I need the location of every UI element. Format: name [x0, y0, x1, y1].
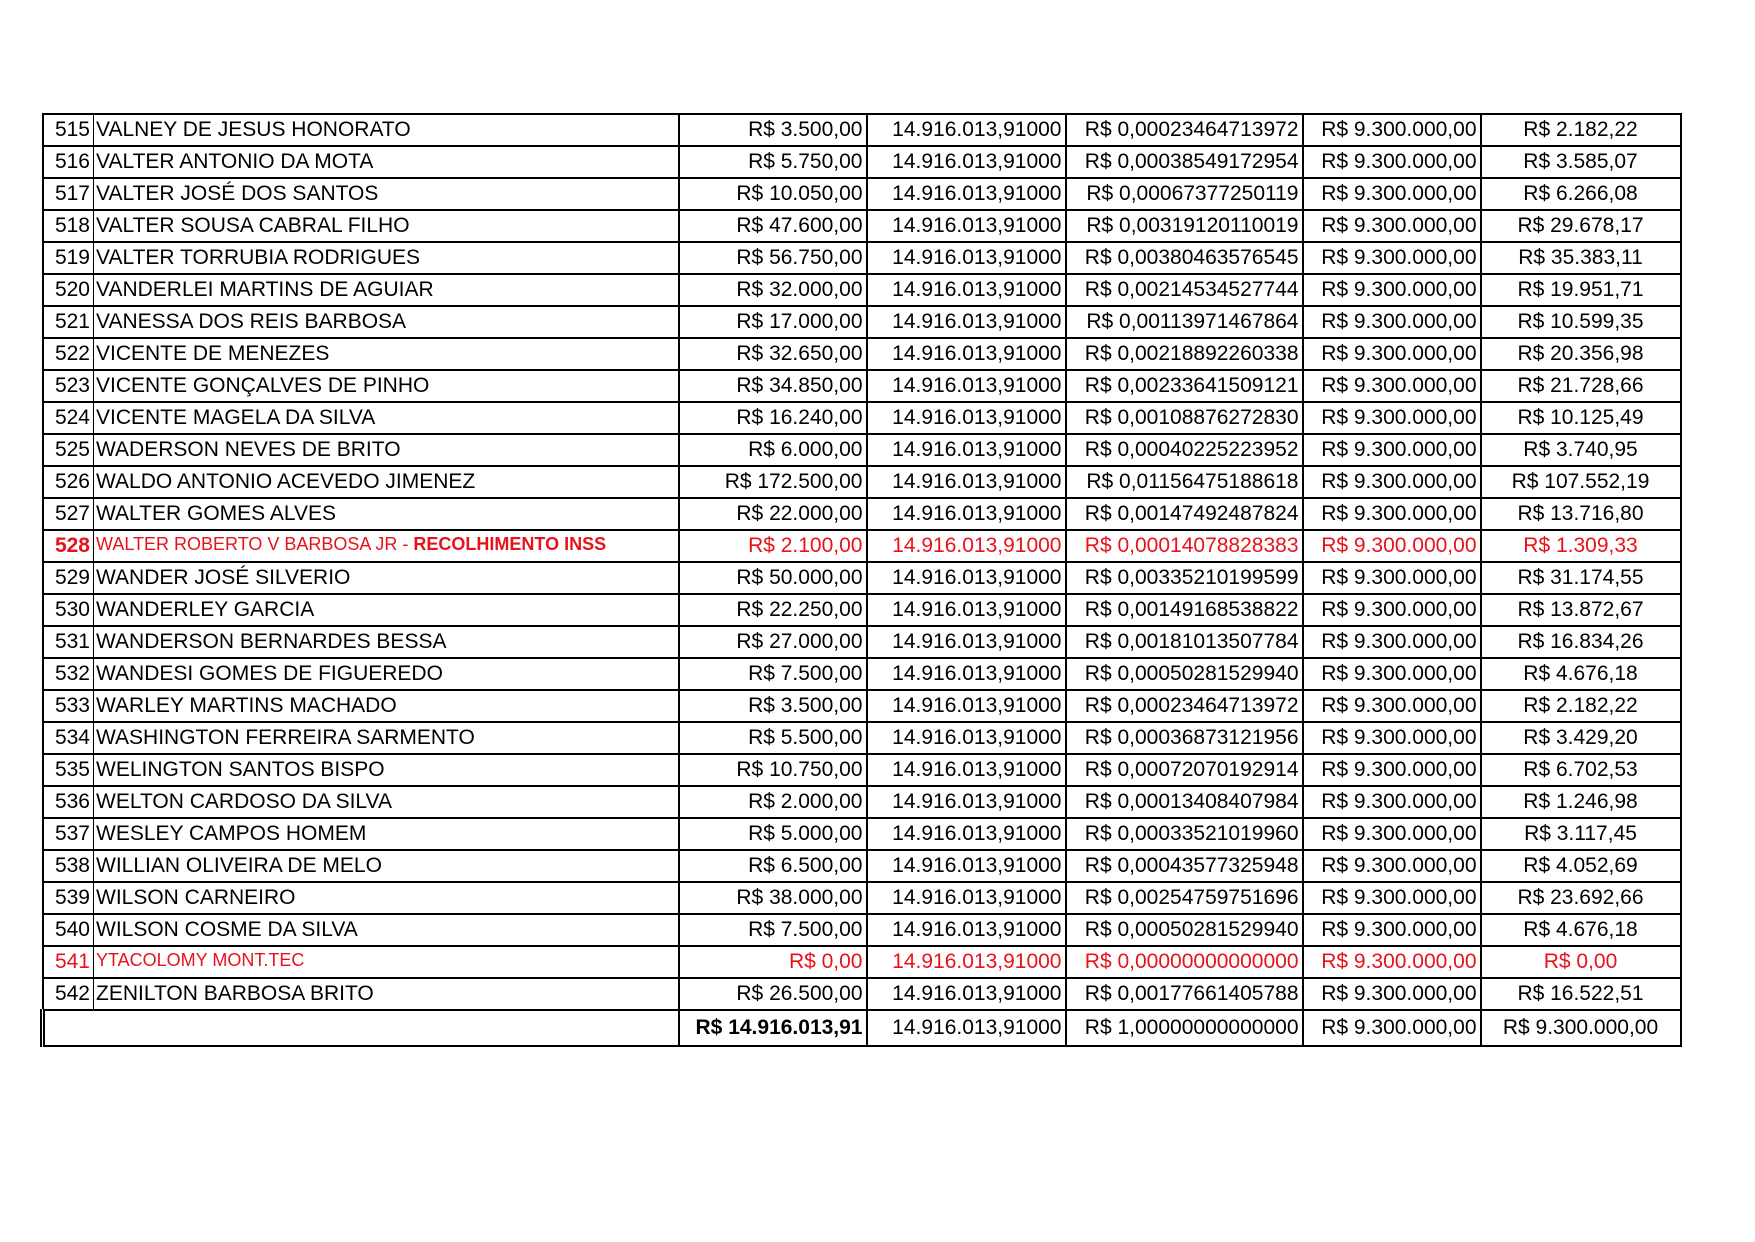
row-number-cell: 537: [43, 818, 94, 850]
row-number-cell: 525: [43, 434, 94, 466]
investment-cell: R$ 5.000,00: [679, 818, 867, 850]
pool-amount-cell: R$ 9.300.000,00: [1303, 626, 1481, 658]
total-credit-cell: 14.916.013,91000: [867, 306, 1066, 338]
totals-row: [43, 1010, 1681, 1046]
table-row: [43, 146, 1681, 178]
ratio-cell: R$ 0,00177661405788: [1066, 978, 1303, 1010]
table-row: [43, 530, 1681, 562]
table-row: [43, 690, 1681, 722]
name-cell: WASHINGTON FERREIRA SARMENTO: [94, 722, 679, 754]
total-credit-cell: 14.916.013,91000: [867, 978, 1066, 1010]
ratio-cell: R$ 0,00050281529940: [1066, 658, 1303, 690]
row-number-cell: 526: [43, 466, 94, 498]
total-credit-cell: 14.916.013,91000: [867, 594, 1066, 626]
total-credit-cell: 14.916.013,91000: [867, 818, 1066, 850]
investment-cell: R$ 10.050,00: [679, 178, 867, 210]
pool-amount-cell: R$ 9.300.000,00: [1303, 306, 1481, 338]
investment-cell: R$ 22.000,00: [679, 498, 867, 530]
table-row: [43, 210, 1681, 242]
investment-cell: R$ 0,00: [679, 946, 867, 978]
name-cell: VALNEY DE JESUS HONORATO: [94, 114, 679, 146]
ratio-cell: R$ 0,00147492487824: [1066, 498, 1303, 530]
investment-cell: R$ 2.000,00: [679, 786, 867, 818]
name-cell: VICENTE GONÇALVES DE PINHO: [94, 370, 679, 402]
investment-cell: R$ 17.000,00: [679, 306, 867, 338]
investment-cell: R$ 32.650,00: [679, 338, 867, 370]
table-row: [43, 850, 1681, 882]
investment-cell: R$ 22.250,00: [679, 594, 867, 626]
total-credit-cell: 14.916.013,91000: [867, 562, 1066, 594]
total-credit-cell: 14.916.013,91000: [867, 210, 1066, 242]
table-row: [43, 786, 1681, 818]
share-amount-cell: R$ 3.117,45: [1481, 818, 1681, 850]
share-amount-cell: R$ 10.125,49: [1481, 402, 1681, 434]
name-cell: WARLEY MARTINS MACHADO: [94, 690, 679, 722]
share-amount-cell: R$ 2.182,22: [1481, 690, 1681, 722]
table-row: [43, 626, 1681, 658]
total-credit-cell: 14.916.013,91000: [867, 242, 1066, 274]
total-credit-cell: 14.916.013,91000: [867, 658, 1066, 690]
total-credit-cell: 14.916.013,91000: [867, 274, 1066, 306]
name-cell: WANDERSON BERNARDES BESSA: [94, 626, 679, 658]
row-number-cell: 536: [43, 786, 94, 818]
total-credit-cell: 14.916.013,91000: [867, 850, 1066, 882]
pool-amount-cell: R$ 9.300.000,00: [1303, 914, 1481, 946]
name-text: WALTER ROBERTO V BARBOSA JR -: [96, 534, 414, 554]
share-amount-cell: R$ 3.585,07: [1481, 146, 1681, 178]
share-amount-cell: R$ 16.522,51: [1481, 978, 1681, 1010]
ratio-cell: R$ 0,00050281529940: [1066, 914, 1303, 946]
share-amount-cell: R$ 13.872,67: [1481, 594, 1681, 626]
share-amount-cell: R$ 4.676,18: [1481, 658, 1681, 690]
pool-amount-cell: R$ 9.300.000,00: [1303, 338, 1481, 370]
pool-amount-cell: R$ 9.300.000,00: [1303, 242, 1481, 274]
investment-cell: R$ 6.500,00: [679, 850, 867, 882]
pool-amount-cell: R$ 9.300.000,00: [1303, 722, 1481, 754]
investment-cell: R$ 27.000,00: [679, 626, 867, 658]
share-amount-cell: R$ 23.692,66: [1481, 882, 1681, 914]
ratio-cell: R$ 0,00108876272830: [1066, 402, 1303, 434]
investment-cell: R$ 6.000,00: [679, 434, 867, 466]
investment-cell: R$ 3.500,00: [679, 114, 867, 146]
ratio-cell: R$ 0,00113971467864: [1066, 306, 1303, 338]
totals-blank-cell: [43, 1010, 679, 1046]
investment-cell: R$ 34.850,00: [679, 370, 867, 402]
total-credit-cell: 14.916.013,91000: [867, 466, 1066, 498]
total-share-cell: R$ 9.300.000,00: [1481, 1010, 1681, 1046]
share-amount-cell: R$ 3.429,20: [1481, 722, 1681, 754]
table-row: [43, 338, 1681, 370]
name-cell: WESLEY CAMPOS HOMEM: [94, 818, 679, 850]
total-credit-cell: 14.916.013,91000: [867, 114, 1066, 146]
pool-amount-cell: R$ 9.300.000,00: [1303, 850, 1481, 882]
table-row: [43, 466, 1681, 498]
pool-amount-cell: R$ 9.300.000,00: [1303, 786, 1481, 818]
share-amount-cell: R$ 21.728,66: [1481, 370, 1681, 402]
name-cell: WALTER GOMES ALVES: [94, 498, 679, 530]
row-number-cell: 527: [43, 498, 94, 530]
investment-cell: R$ 5.750,00: [679, 146, 867, 178]
ratio-cell: R$ 0,00218892260338: [1066, 338, 1303, 370]
table-row: [43, 370, 1681, 402]
row-number-cell: 522: [43, 338, 94, 370]
row-number-cell: 532: [43, 658, 94, 690]
investment-cell: R$ 172.500,00: [679, 466, 867, 498]
share-amount-cell: R$ 4.052,69: [1481, 850, 1681, 882]
row-number-cell: 539: [43, 882, 94, 914]
name-cell: WILSON CARNEIRO: [94, 882, 679, 914]
table-row: [43, 274, 1681, 306]
name-cell: WANDESI GOMES DE FIGUEREDO: [94, 658, 679, 690]
row-number-cell: 528: [43, 530, 94, 562]
name-cell: VALTER TORRUBIA RODRIGUES: [94, 242, 679, 274]
share-amount-cell: R$ 20.356,98: [1481, 338, 1681, 370]
share-amount-cell: R$ 4.676,18: [1481, 914, 1681, 946]
row-number-cell: 534: [43, 722, 94, 754]
row-number-cell: 540: [43, 914, 94, 946]
table-row: [43, 754, 1681, 786]
investment-cell: R$ 10.750,00: [679, 754, 867, 786]
pool-amount-cell: R$ 9.300.000,00: [1303, 946, 1481, 978]
share-amount-cell: R$ 35.383,11: [1481, 242, 1681, 274]
table-row: [43, 658, 1681, 690]
investment-cell: R$ 7.500,00: [679, 914, 867, 946]
ratio-cell: R$ 0,00181013507784: [1066, 626, 1303, 658]
total-credit-cell: 14.916.013,91000: [867, 530, 1066, 562]
investment-cell: R$ 16.240,00: [679, 402, 867, 434]
share-amount-cell: R$ 16.834,26: [1481, 626, 1681, 658]
pool-amount-cell: R$ 9.300.000,00: [1303, 466, 1481, 498]
row-number-cell: 533: [43, 690, 94, 722]
ratio-cell: R$ 0,00036873121956: [1066, 722, 1303, 754]
ratio-cell: R$ 0,00067377250119: [1066, 178, 1303, 210]
total-credit-cell: 14.916.013,91000: [867, 146, 1066, 178]
ratio-cell: R$ 0,01156475188618: [1066, 466, 1303, 498]
name-cell: ZENILTON BARBOSA BRITO: [94, 978, 679, 1010]
share-amount-cell: R$ 31.174,55: [1481, 562, 1681, 594]
pool-amount-cell: R$ 9.300.000,00: [1303, 498, 1481, 530]
ratio-cell: R$ 0,00335210199599: [1066, 562, 1303, 594]
name-cell: WALDO ANTONIO ACEVEDO JIMENEZ: [94, 466, 679, 498]
pool-amount-cell: R$ 9.300.000,00: [1303, 562, 1481, 594]
name-cell: WANDER JOSÉ SILVERIO: [94, 562, 679, 594]
share-amount-cell: R$ 3.740,95: [1481, 434, 1681, 466]
row-number-cell: 524: [43, 402, 94, 434]
investment-cell: R$ 38.000,00: [679, 882, 867, 914]
name-cell: WANDERLEY GARCIA: [94, 594, 679, 626]
pool-amount-cell: R$ 9.300.000,00: [1303, 530, 1481, 562]
name-cell: VICENTE MAGELA DA SILVA: [94, 402, 679, 434]
ratio-cell: R$ 0,00149168538822: [1066, 594, 1303, 626]
name-cell: VANESSA DOS REIS BARBOSA: [94, 306, 679, 338]
ratio-cell: R$ 0,00254759751696: [1066, 882, 1303, 914]
total-credit-cell: 14.916.013,91000: [867, 946, 1066, 978]
pool-amount-cell: R$ 9.300.000,00: [1303, 594, 1481, 626]
ratio-cell: R$ 0,00040225223952: [1066, 434, 1303, 466]
row-number-cell: 542: [43, 978, 94, 1010]
ratio-cell: R$ 0,00023464713972: [1066, 690, 1303, 722]
ratio-cell: R$ 0,00038549172954: [1066, 146, 1303, 178]
total-credit-cell: 14.916.013,91000: [867, 178, 1066, 210]
investment-cell: R$ 5.500,00: [679, 722, 867, 754]
table-row: [43, 594, 1681, 626]
ratio-cell: R$ 0,00233641509121: [1066, 370, 1303, 402]
total-credit-cell: 14.916.013,91000: [867, 434, 1066, 466]
table-row: [43, 818, 1681, 850]
row-number-cell: 535: [43, 754, 94, 786]
pool-amount-cell: R$ 9.300.000,00: [1303, 658, 1481, 690]
name-cell: WADERSON NEVES DE BRITO: [94, 434, 679, 466]
row-number-cell: 523: [43, 370, 94, 402]
total-credit-cell: 14.916.013,91000: [867, 786, 1066, 818]
investment-cell: R$ 56.750,00: [679, 242, 867, 274]
investment-cell: R$ 2.100,00: [679, 530, 867, 562]
table-row: [43, 178, 1681, 210]
total-credit-cell: 14.916.013,91000: [867, 1010, 1066, 1046]
row-number-cell: 520: [43, 274, 94, 306]
name-cell: VALTER SOUSA CABRAL FILHO: [94, 210, 679, 242]
pool-amount-cell: R$ 9.300.000,00: [1303, 274, 1481, 306]
pool-amount-cell: R$ 9.300.000,00: [1303, 402, 1481, 434]
name-note: RECOLHIMENTO INSS: [413, 534, 607, 554]
name-cell: [94, 530, 679, 562]
share-amount-cell: R$ 2.182,22: [1481, 114, 1681, 146]
total-credit-cell: 14.916.013,91000: [867, 722, 1066, 754]
table-row: [43, 402, 1681, 434]
row-number-cell: 519: [43, 242, 94, 274]
share-amount-cell: R$ 107.552,19: [1481, 466, 1681, 498]
ratio-cell: R$ 0,00043577325948: [1066, 850, 1303, 882]
table-row: [43, 498, 1681, 530]
investment-cell: R$ 26.500,00: [679, 978, 867, 1010]
ratio-cell: R$ 0,00214534527744: [1066, 274, 1303, 306]
share-amount-cell: R$ 19.951,71: [1481, 274, 1681, 306]
name-cell: VALTER JOSÉ DOS SANTOS: [94, 178, 679, 210]
table-row: [43, 914, 1681, 946]
row-number-cell: 515: [43, 114, 94, 146]
row-number-cell: 518: [43, 210, 94, 242]
creditor-table: [40, 113, 1682, 1047]
total-ratio-cell: R$ 1,00000000000000: [1066, 1010, 1303, 1046]
row-number-cell: 538: [43, 850, 94, 882]
pool-amount-cell: R$ 9.300.000,00: [1303, 434, 1481, 466]
total-credit-cell: 14.916.013,91000: [867, 498, 1066, 530]
total-credit-cell: 14.916.013,91000: [867, 370, 1066, 402]
ratio-cell: R$ 0,00072070192914: [1066, 754, 1303, 786]
row-number-cell: 541: [43, 946, 94, 978]
row-number-cell: 530: [43, 594, 94, 626]
name-cell: WILLIAN OLIVEIRA DE MELO: [94, 850, 679, 882]
pool-amount-cell: R$ 9.300.000,00: [1303, 210, 1481, 242]
row-number-cell: 516: [43, 146, 94, 178]
pool-amount-cell: R$ 9.300.000,00: [1303, 882, 1481, 914]
ratio-cell: R$ 0,00013408407984: [1066, 786, 1303, 818]
name-cell: YTACOLOMY MONT.TEC: [94, 946, 679, 978]
pool-amount-cell: R$ 9.300.000,00: [1303, 754, 1481, 786]
name-cell: VANDERLEI MARTINS DE AGUIAR: [94, 274, 679, 306]
table-row: [43, 946, 1681, 978]
share-amount-cell: R$ 10.599,35: [1481, 306, 1681, 338]
table-row: [43, 882, 1681, 914]
table-row: [43, 434, 1681, 466]
name-cell: WELINGTON SANTOS BISPO: [94, 754, 679, 786]
total-credit-cell: 14.916.013,91000: [867, 402, 1066, 434]
name-cell: WELTON CARDOSO DA SILVA: [94, 786, 679, 818]
ratio-cell: R$ 0,00014078828383: [1066, 530, 1303, 562]
total-credit-cell: 14.916.013,91000: [867, 690, 1066, 722]
ratio-cell: R$ 0,00319120110019: [1066, 210, 1303, 242]
share-amount-cell: R$ 0,00: [1481, 946, 1681, 978]
total-credit-cell: 14.916.013,91000: [867, 626, 1066, 658]
share-amount-cell: R$ 13.716,80: [1481, 498, 1681, 530]
ratio-cell: R$ 0,00380463576545: [1066, 242, 1303, 274]
table-row: [43, 722, 1681, 754]
investment-cell: R$ 32.000,00: [679, 274, 867, 306]
pool-amount-cell: R$ 9.300.000,00: [1303, 370, 1481, 402]
investment-cell: R$ 47.600,00: [679, 210, 867, 242]
pool-amount-cell: R$ 9.300.000,00: [1303, 114, 1481, 146]
share-amount-cell: R$ 1.246,98: [1481, 786, 1681, 818]
investment-cell: R$ 50.000,00: [679, 562, 867, 594]
ratio-cell: R$ 0,00000000000000: [1066, 946, 1303, 978]
name-cell: WILSON COSME DA SILVA: [94, 914, 679, 946]
ratio-cell: R$ 0,00033521019960: [1066, 818, 1303, 850]
share-amount-cell: R$ 1.309,33: [1481, 530, 1681, 562]
table-row: [43, 562, 1681, 594]
pool-amount-cell: R$ 9.300.000,00: [1303, 146, 1481, 178]
investment-cell: R$ 7.500,00: [679, 658, 867, 690]
row-number-cell: 529: [43, 562, 94, 594]
ratio-cell: R$ 0,00023464713972: [1066, 114, 1303, 146]
table-row: [43, 978, 1681, 1010]
pool-amount-cell: R$ 9.300.000,00: [1303, 178, 1481, 210]
row-number-cell: 517: [43, 178, 94, 210]
share-amount-cell: R$ 29.678,17: [1481, 210, 1681, 242]
total-credit-cell: 14.916.013,91000: [867, 338, 1066, 370]
total-investment-cell: R$ 14.916.013,91: [679, 1010, 867, 1046]
table-body: [43, 114, 1681, 1046]
name-cell: VALTER ANTONIO DA MOTA: [94, 146, 679, 178]
pool-amount-cell: R$ 9.300.000,00: [1303, 690, 1481, 722]
total-credit-cell: 14.916.013,91000: [867, 882, 1066, 914]
table-row: [43, 114, 1681, 146]
total-credit-cell: 14.916.013,91000: [867, 914, 1066, 946]
share-amount-cell: R$ 6.266,08: [1481, 178, 1681, 210]
total-pool-cell: R$ 9.300.000,00: [1303, 1010, 1481, 1046]
pool-amount-cell: R$ 9.300.000,00: [1303, 818, 1481, 850]
pool-amount-cell: R$ 9.300.000,00: [1303, 978, 1481, 1010]
name-cell: VICENTE DE MENEZES: [94, 338, 679, 370]
row-number-cell: 521: [43, 306, 94, 338]
row-number-cell: 531: [43, 626, 94, 658]
table-row: [43, 306, 1681, 338]
table-row: [43, 242, 1681, 274]
share-amount-cell: R$ 6.702,53: [1481, 754, 1681, 786]
total-credit-cell: 14.916.013,91000: [867, 754, 1066, 786]
investment-cell: R$ 3.500,00: [679, 690, 867, 722]
